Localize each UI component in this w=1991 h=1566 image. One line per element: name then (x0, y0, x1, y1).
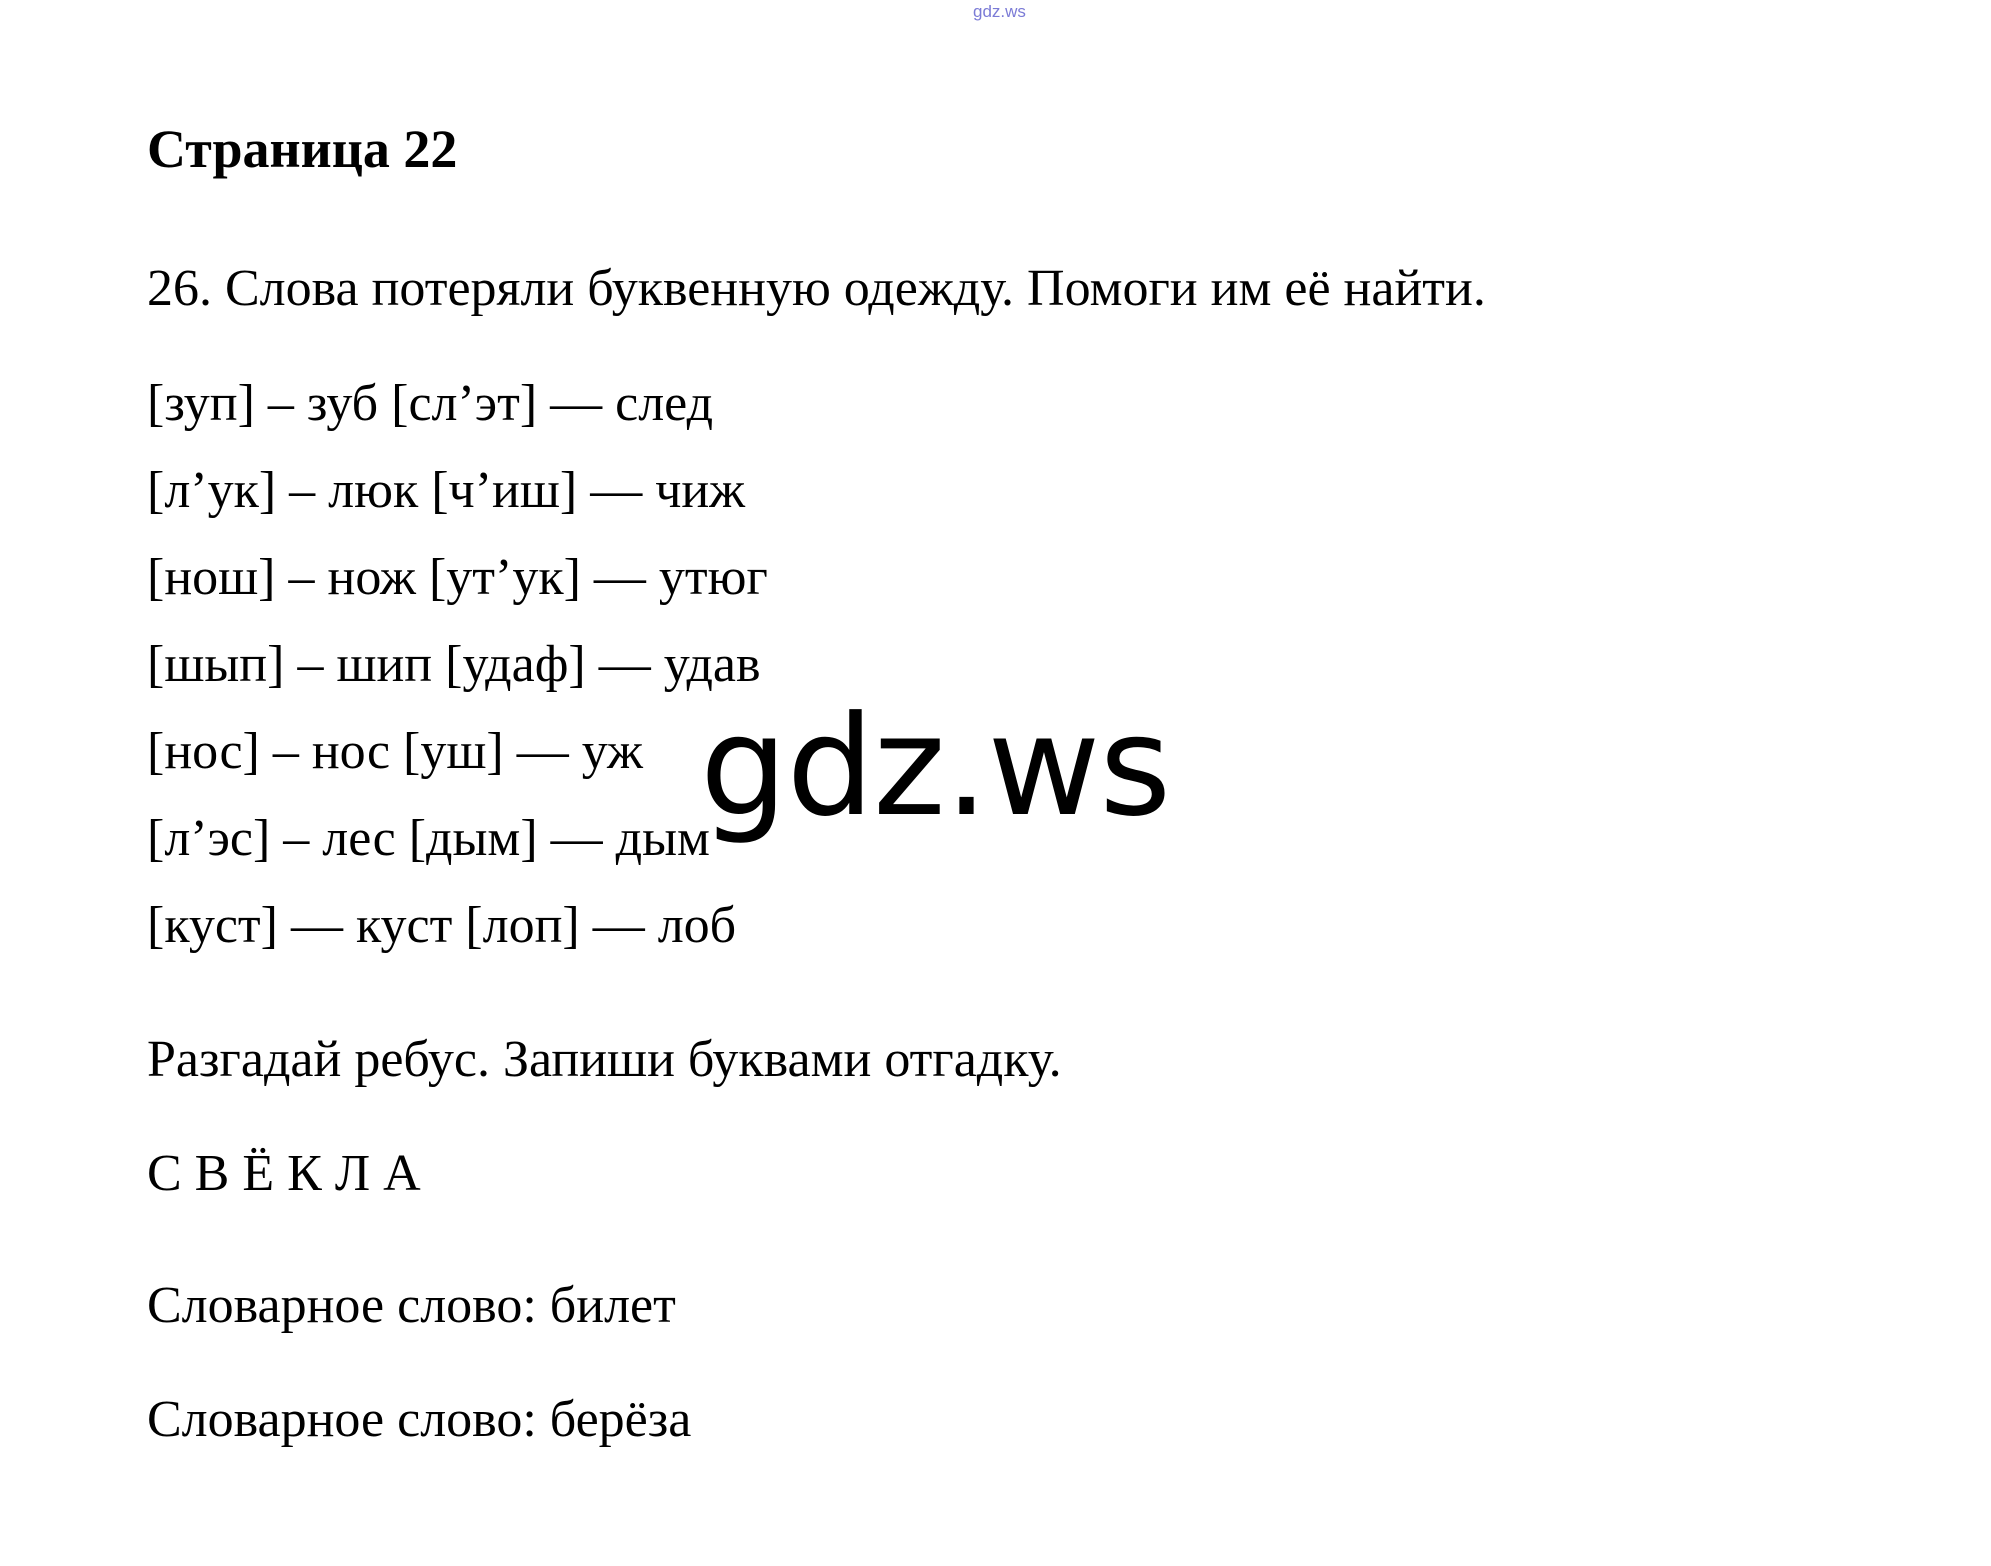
word-pairs-list (147, 375, 768, 987)
word-pair-row: [нош] – нож [ут’ук] — утюг (147, 549, 768, 606)
word-pair-row: [нос] – нос [уш] — уж (147, 723, 643, 780)
page-title: Страница 22 (147, 119, 458, 179)
word-pair-row: [л’ук] – люк [ч’иш] — чиж (147, 462, 746, 519)
site-watermark: gdz.ws (700, 686, 1171, 847)
rebus-task: Разгадай ребус. Запиши буквами отгадку. (147, 1031, 1062, 1088)
rebus-answer: С В Ё К Л А (147, 1145, 421, 1202)
task-heading: 26. Слова потеряли буквенную одежду. Помоги им её найти. (147, 260, 1486, 317)
vocabulary-word-2: Словарное слово: берёза (147, 1391, 692, 1448)
vocabulary-word-1: Словарное слово: билет (147, 1277, 676, 1334)
word-pair-row: [куст] — куст [лоп] — лоб (147, 897, 737, 954)
top-watermark-link: gdz.ws (973, 2, 1026, 21)
word-pair-row: [шып] – шип [удаф] — удав (147, 636, 761, 693)
word-pair-row: [л’эс] – лес [дым] — дым (147, 810, 710, 867)
word-pair-row: [зуп] – зуб [сл’эт] — след (147, 375, 714, 432)
